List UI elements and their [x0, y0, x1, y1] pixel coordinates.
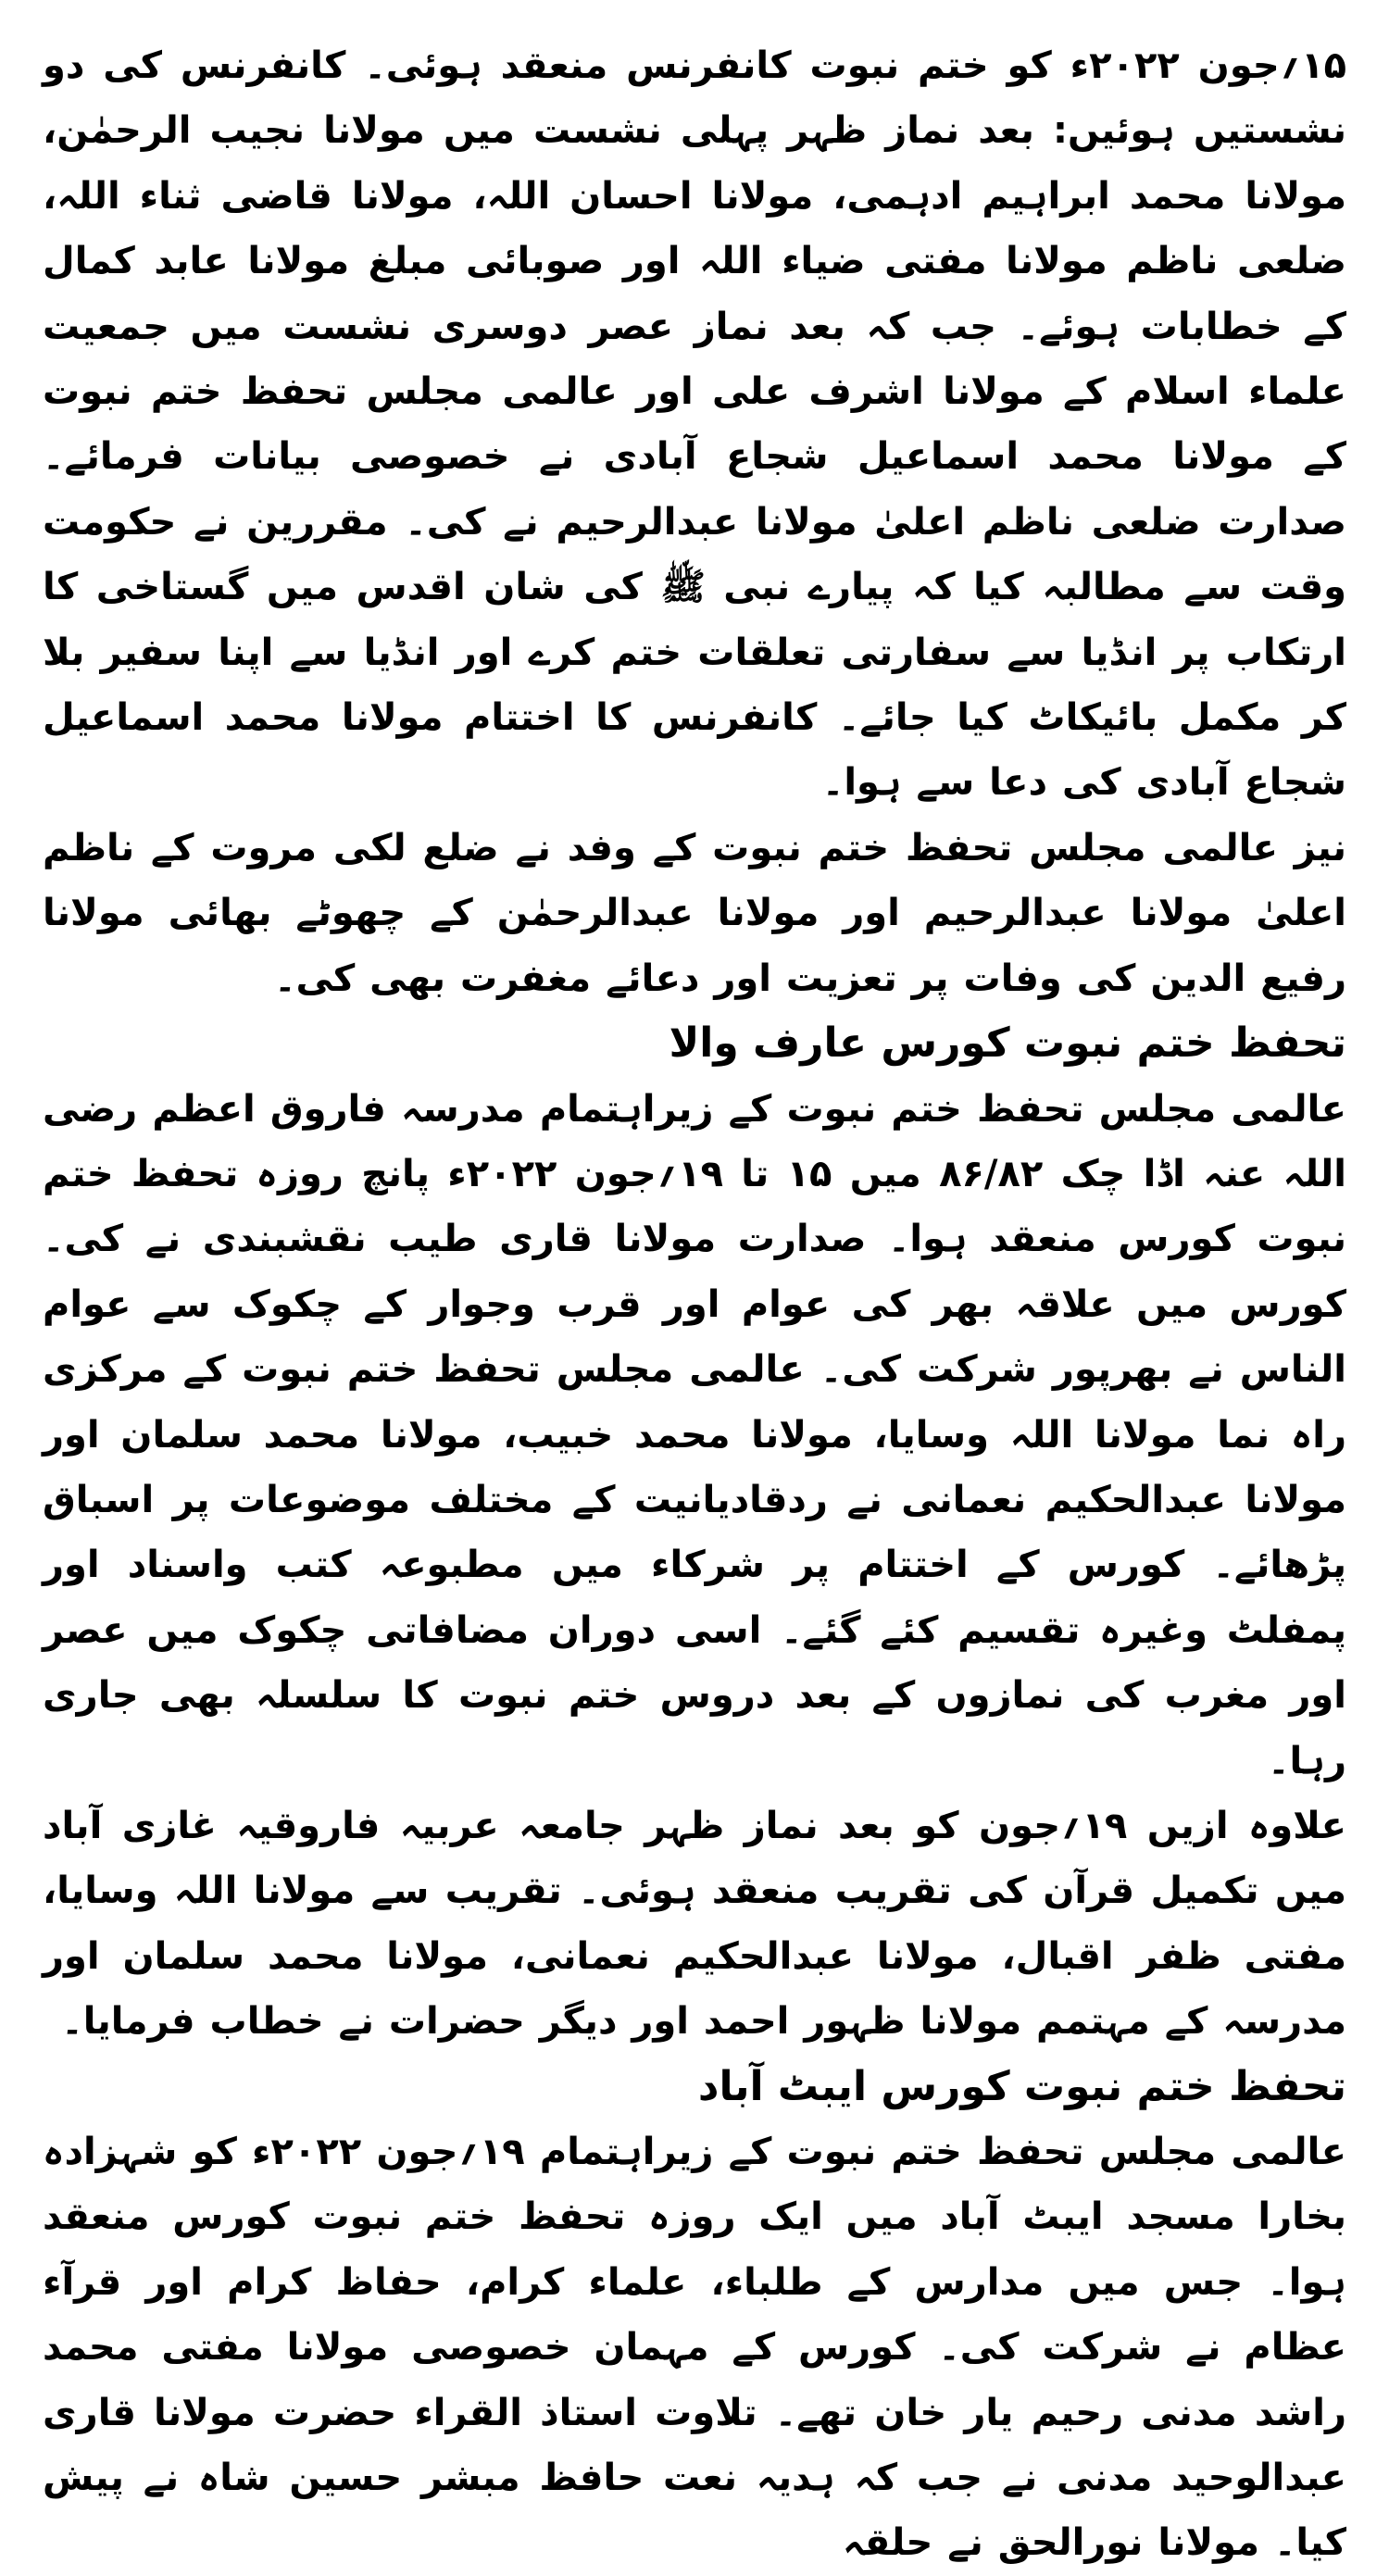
condolence-paragraph: نیز عالمی مجلس تحفظ ختم نبوت کے وفد نے ضلع لکی مروت کے ناظم اعلیٰ مولانا عبدالرحیم اور مولانا عبدالرحمٰن کے چھوٹے بھائی مولانا رفیع الدین کی وفات پر تعزیت اور دعائے مغفرت بھی کی۔	[43, 826, 1346, 1000]
arifwala-course-paragraph: عالمی مجلس تحفظ ختم نبوت کے زیراہتمام مدرسہ فاروق اعظم رضی اللہ عنہ اڈا چک ۸۶/۸۲ میں ۱۵ تا ۱۹؍جون ۲۰۲۲ء پانچ روزہ تحفظ ختم نبوت کورس منعقد ہوا۔ صدارت مولانا قاری طیب نقشبندی نے کی۔ کورس میں علاقہ بھر کی عوام اور قرب وجوار کے چکوک سے عوام الناس نے بھرپور شرکت کی۔ عالمی مجلس تحفظ ختم نبوت کے مرکزی راہ نما مولانا اللہ وسایا، مولانا محمد خبیب، مولانا محمد سلمان اور مولانا عبدالحکیم نعمانی نے ردقادیانیت کے مختلف موضوعات پر اسباق پڑھائے۔ کورس کے اختتام پر شرکاء میں مطبوعہ کتب واسناد اور پمفلٹ وغیرہ تقسیم کئے گئے۔ اسی دوران مضافاتی چکوک میں عصر اور مغرب کی نمازوں کے بعد دروس ختم نبوت کا سلسلہ بھی جاری رہا۔	[43, 1087, 1347, 1782]
quran-completion-paragraph: علاوہ ازیں ۱۹؍جون کو بعد نماز ظہر جامعہ عربیہ فاروقیہ غازی آباد میں تکمیل قرآن کی تقریب منعقد ہوئی۔ تقریب سے مولانا اللہ وسایا، مفتی ظفر اقبال، مولانا عبدالحکیم نعمانی، مولانا محمد سلمان اور مدرسہ کے مہتمم مولانا ظہور احمد اور دیگر حضرات نے خطاب فرمایا۔	[43, 1804, 1346, 2044]
abbottabad-course-heading: تحفظ ختم نبوت کورس ایبٹ آباد	[697, 2062, 1346, 2110]
newspaper-page	[43, 33, 1347, 2565]
arifwala-course-heading: تحفظ ختم نبوت کورس عارف والا	[669, 1019, 1346, 1068]
abbottabad-course-paragraph: عالمی مجلس تحفظ ختم نبوت کے زیراہتمام ۱۹؍جون ۲۰۲۲ء کو شہزادہ بخارا مسجد ایبٹ آباد میں ایک روزہ تحفظ ختم نبوت کورس منعقد ہوا۔ جس میں مدارس کے طلباء، علماء کرام، حفاظ کرام اور قرآء عظام نے شرکت کی۔ کورس کے مہمان خصوصی مولانا مفتی محمد راشد مدنی رحیم یار خان تھے۔ تلاوت استاذ القراء حضرت مولانا قاری عبدالوحید مدنی نے جب کہ ہدیہ نعت حافظ مبشر حسین شاہ نے پیش کیا۔ مولانا نورالحق نے حلقہ	[43, 2131, 1347, 2565]
conference-report-paragraph: ۱۵؍جون ۲۰۲۲ء کو ختم نبوت کانفرنس منعقد ہوئی۔ کانفرنس کی دو نشستیں ہوئیں: بعد نماز ظہر پہلی نشست میں مولانا نجیب الرحمٰن، مولانا محمد ابراہیم ادہمی، مولانا احسان اللہ، مولانا قاضی ثناء اللہ، ضلعی ناظم مولانا مفتی ضیاء اللہ اور صوبائی مبلغ مولانا عابد کمال کے خطابات ہوئے۔ جب کہ بعد نماز عصر دوسری نشست میں جمعیت علماء اسلام کے مولانا اشرف علی اور عالمی مجلس تحفظ ختم نبوت کے مولانا محمد اسماعیل شجاع آبادی نے خصوصی بیانات فرمائے۔ صدارت ضلعی ناظم اعلیٰ مولانا عبدالرحیم نے کی۔ مقررین نے حکومت وقت سے مطالبہ کیا کہ پیارے نبی ﷺ کی شان اقدس میں گستاخی کا ارتکاب پر انڈیا سے سفارتی تعلقات ختم کرے اور انڈیا سے اپنا سفیر بلا کر مکمل بائیکاٹ کیا جائے۔ کانفرنس کا اختتام مولانا محمد اسماعیل شجاع آبادی کی دعا سے ہوا۔	[43, 44, 1346, 805]
